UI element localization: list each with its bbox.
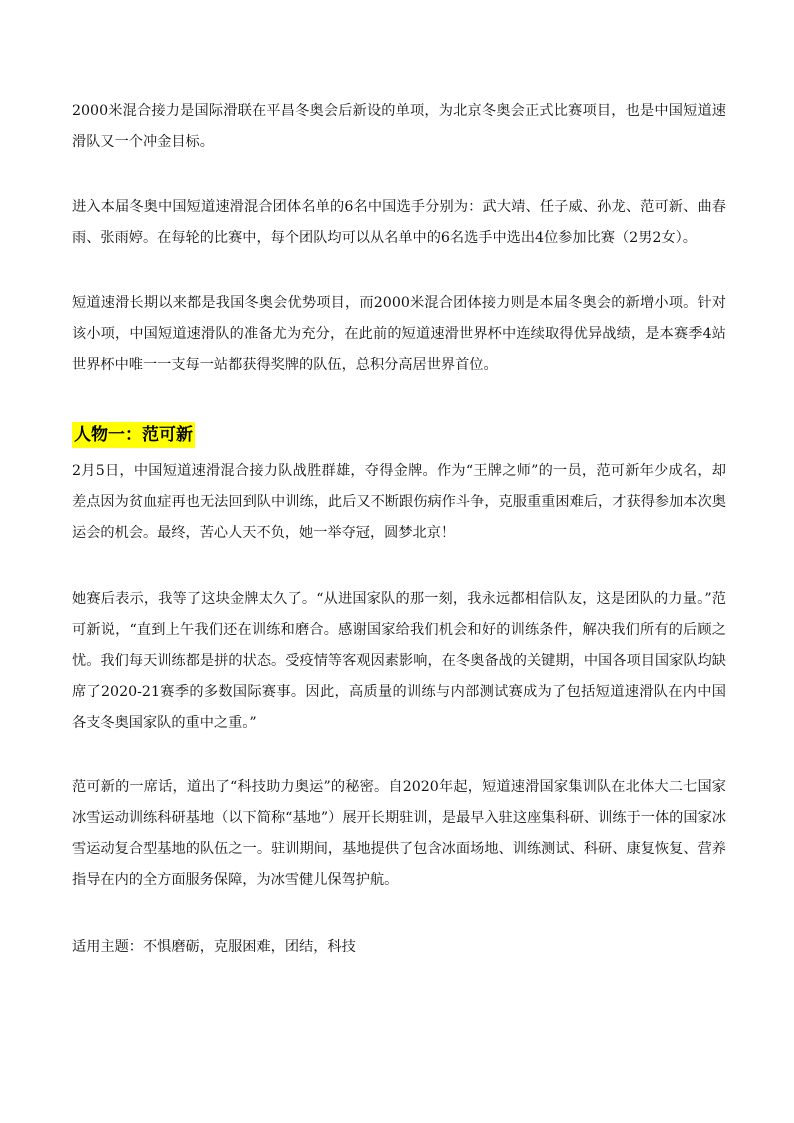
paragraph-technology-support: 范可新的一席话，道出了“科技助力奥运”的秘密。自2020年起，短道速滑国家集训队在北体大二七国家冰雪运动训练科研基地（以下简称“基地”）展开长期驻训，是最早入驻这座集科研、训练于一体的国家冰雪运动复合型基地的队伍之一。驻训期间，基地提供了包含冰面场地、训练测试、科研、康复恢复、营养指导在内的全方面服务保障，为冰雪健儿保驾护航。 bbox=[72, 779, 726, 888]
paragraph-team-roster: 进入本届冬奥中国短道速滑混合团体名单的6名中国选手分别为：武大靖、任子威、孙龙、范可新、曲春雨、张雨婷。在每轮的比赛中，每个团队均可以从名单中的6名选手中选出4位参加比赛（2男2女）。 bbox=[72, 199, 726, 246]
heading-person-one: 人物一：范可新 bbox=[72, 422, 195, 448]
paragraph-post-race-quote: 她赛后表示，我等了这块金牌太久了。“从进国家队的那一刻，我永远都相信队友，这是团队的力量。”范可新说，“直到上午我们还在训练和磨合。感谢国家给我们机会和好的训练条件，解决我们所有的后顾之忧。我们每天训练都是拼的状态。受疫情等客观因素影响，在冬奥备战的关键期，中国各项目国家队均缺席了2020-21赛季的多数国际赛事。因此，高质量的训练与内部测试赛成为了包括短道速滑队在内中国各支冬奥国家队的重中之重。” bbox=[72, 591, 726, 731]
paragraph-applicable-themes: 适用主题：不惧磨砺，克服困难，团结，科技 bbox=[72, 939, 356, 955]
section-heading bbox=[72, 422, 195, 448]
paragraph-gold-medal: 2月5日，中国短道速滑混合接力队战胜群雄，夺得金牌。作为“王牌之师”的一员，范可新年少成名，却差点因为贫血症再也无法回到队中训练，此后又不断跟伤病作斗争，克服重重困难后，才获得参加本次奥运会的机会。最终，苦心人天不负，她一举夺冠，圆梦北京！ bbox=[72, 463, 726, 541]
paragraph-team-advantage: 短道速滑长期以来都是我国冬奥会优势项目，而2000米混合团体接力则是本届冬奥会的新增小项。针对该小项，中国短道速滑队的准备尤为充分，在此前的短道速滑世界杯中连续取得优异战绩，是本赛季4站世界杯中唯一一支每一站都获得奖牌的队伍，总积分高居世界首位。 bbox=[72, 295, 726, 373]
paragraph-mixed-relay-intro: 2000米混合接力是国际滑联在平昌冬奥会后新设的单项，为北京冬奥会正式比赛项目，也是中国短道速滑队又一个冲金目标。 bbox=[72, 103, 726, 150]
